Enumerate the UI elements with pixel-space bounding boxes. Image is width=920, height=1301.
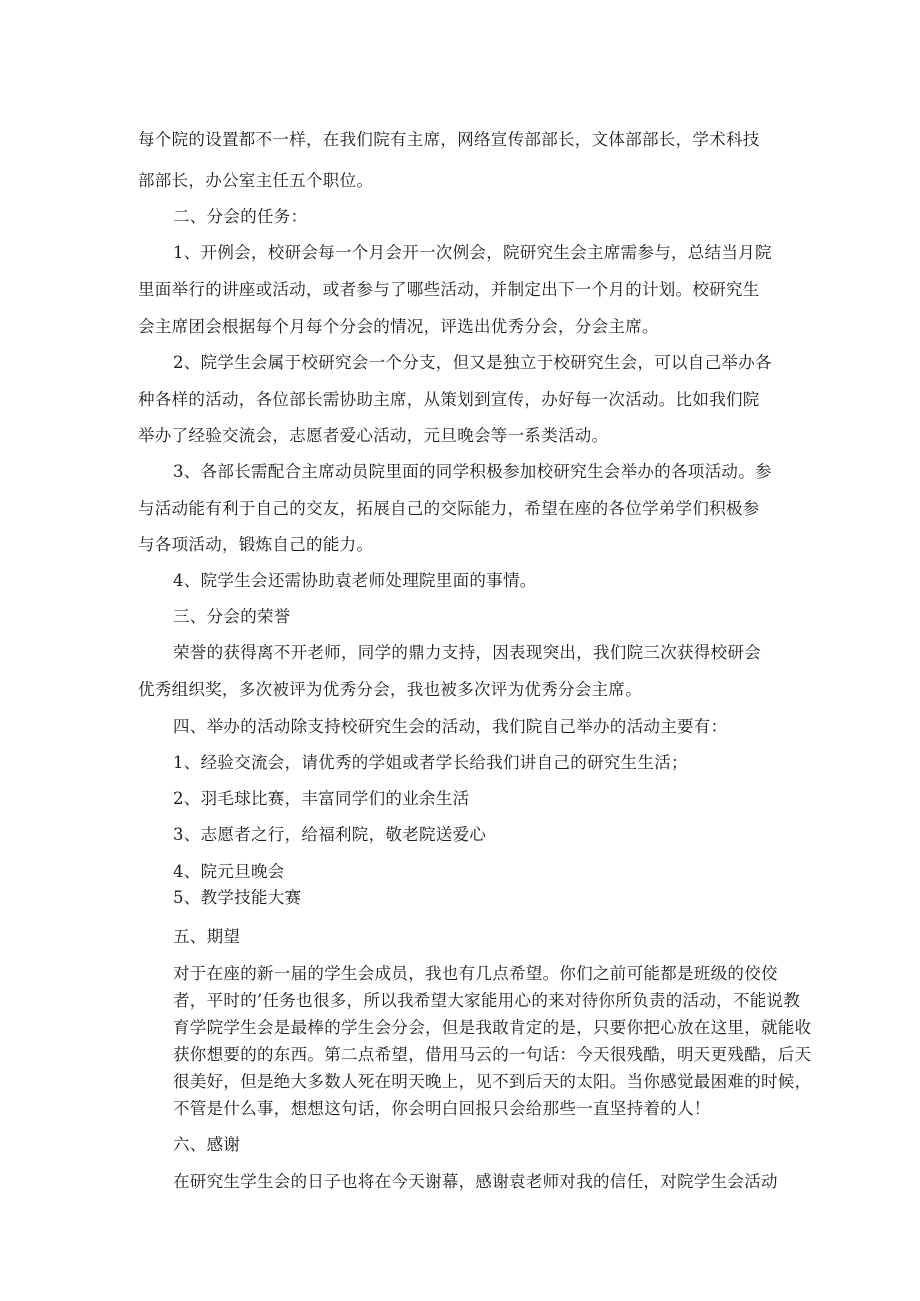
paragraph-line: 不管是什么事，想想这句话，你会明白回报只会给那些一直坚持着的人！ (173, 1099, 711, 1118)
section-heading: 六、感谢 (173, 1135, 241, 1154)
list-item: 5、教学技能大赛 (173, 888, 302, 907)
paragraph-line: 会主席团会根据每个月每个分会的情况，评选出优秀分会，分会主席。 (138, 317, 659, 336)
paragraph-line: 者，平时的’任务也很多，所以我希望大家能用心的来对待你所负责的活动，不能说教 (173, 991, 801, 1010)
section-heading: 二、分会的任务： (173, 207, 308, 226)
section-heading: 四、举办的活动除支持校研究生会的活动，我们院自己举办的活动主要有： (173, 717, 728, 736)
paragraph-line: 种各样的活动，各位部长需协助主席，从策划到宣传，办好每一次活动。比如我们院 (138, 390, 760, 409)
paragraph-line: 部部长，办公室主任五个职位。 (138, 171, 374, 190)
paragraph-line: 2、院学生会属于校研究会一个分支，但又是独立于校研究生会，可以自己举办各 (173, 353, 772, 372)
paragraph-line: 荣誉的获得离不开老师，同学的鼎力支持，因表现突出，我们院三次获得校研会 (173, 643, 761, 662)
paragraph-line: 对于在座的新一届的学生会成员，我也有几点希望。你们之前可能都是班级的佼佼 (173, 964, 778, 983)
paragraph-line: 里面举行的讲座或活动，或者参与了哪些活动，并制定出下一个月的计划。校研究生 (138, 280, 760, 299)
list-item: 4、院元旦晚会 (173, 862, 285, 881)
section-heading: 三、分会的荣誉 (173, 607, 291, 626)
paragraph-line: 优秀组织奖，多次被评为优秀分会，我也被多次评为优秀分会主席。 (138, 680, 642, 699)
list-item: 3、志愿者之行，给福利院，敬老院送爱心 (173, 825, 487, 844)
paragraph-line: 育学院学生会是最棒的学生会分会，但是我敢肯定的是，只要你把心放在这里，就能收 (173, 1018, 812, 1037)
paragraph-line: 很美好，但是绝大多数人死在明天晚上，见不到后天的太阳。当你感觉最困难的时候， (173, 1072, 812, 1091)
paragraph-line: 1、开例会，校研会每一个月会开一次例会，院研究生会主席需参与，总结当月院 (173, 243, 772, 262)
paragraph-line: 与各项活动，锻炼自己的能力。 (138, 535, 374, 554)
paragraph-line: 4、院学生会还需协助袁老师处理院里面的事情。 (173, 571, 537, 590)
paragraph-line: 与活动能有利于自己的交友，拓展自己的交际能力，希望在座的各位学弟学们积极参 (138, 499, 760, 518)
list-item: 1、经验交流会，请优秀的学姐或者学长给我们讲自己的研究生生活； (173, 753, 688, 772)
paragraph-line: 3、各部长需配合主席动员院里面的同学积极参加校研究生会举办的各项活动。参 (173, 462, 772, 481)
paragraph-line: 每个院的设置都不一样，在我们院有主席，网络宣传部部长，文体部部长，学术科技 (138, 130, 760, 149)
paragraph-line: 获你想要的的东西。第二点希望，借用马云的一句话：今天很残酷，明天更残酷，后天 (173, 1045, 812, 1064)
paragraph-line: 举办了经验交流会，志愿者爱心活动，元旦晚会等一系类活动。 (138, 426, 609, 445)
paragraph-line: 在研究生学生会的日子也将在今天谢幕，感谢袁老师对我的信任，对院学生会活动 (173, 1172, 778, 1191)
section-heading: 五、期望 (173, 927, 241, 946)
list-item: 2、羽毛球比赛，丰富同学们的业余生活 (173, 789, 470, 808)
